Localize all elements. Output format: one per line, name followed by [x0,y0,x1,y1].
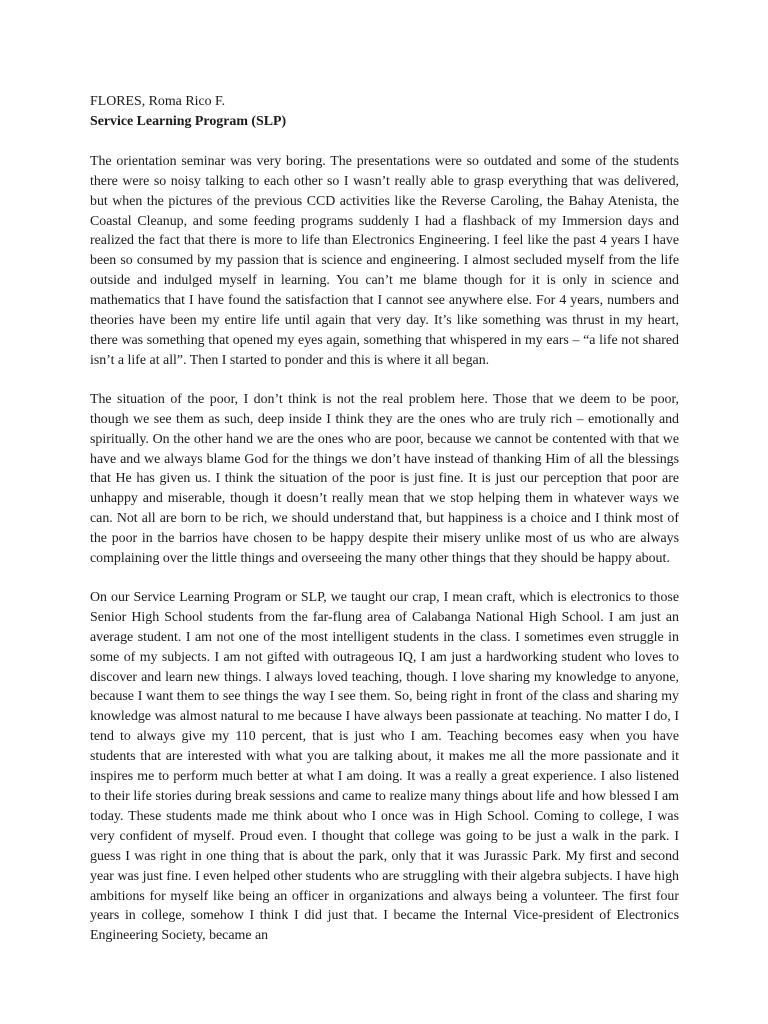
paragraph-situation-of-poor: The situation of the poor, I don’t think is not the real problem here. Those that we deem to be poor, though we see them as such, deep inside I think they are the ones who are truly rich – emotionally and spiritually. On the other hand we are the ones who are poor, because we cannot be contented with that we have and we always blame God for the things we don’t have instead of thanking Him of all the blessings that He has given us. I think the situation of the poor is just fine. It is just our perception that poor are unhappy and miserable, though it doesn’t really mean that we stop helping them in whatever ways we can. Not all are born to be rich, we should understand that, but happiness is a choice and I think most of the poor in the barrios have chosen to be happy despite their misery unlike most of us who are always complaining over the little things and overseeing the many other things that they should be happy about. [90,391,679,567]
paragraph-orientation: The orientation seminar was very boring. The presentations were so outdated and some of the students there were so noisy talking to each other so I wasn’t really able to grasp everything that was delivered, but when the pictures of the previous CCD activities like the Reverse Caroling, the Bahay Atenista, the Coastal Cleanup, and some feeding programs suddenly I had a flashback of my Immersion days and realized the fact that there is more to life than Electronics Engineering. I feel like the past 4 years I have been so consumed by my passion that is science and engineering. I almost secluded myself from the life outside and indulged myself in learning. You can’t me blame though for it is only in science and mathematics that I have found the satisfaction that I cannot see anywhere else. For 4 years, numbers and theories have been my entire life until again that very day. It’s like something was thrust in my heart, there was something that opened my eyes again, something that whispered in my ears – “a life not shared isn’t a life at all”. Then I started to ponder and this is where it all began. [90,153,679,368]
document-title: Service Learning Program (SLP) [90,113,287,129]
paragraph-slp-experience: On our Service Learning Program or SLP, we taught our crap, I mean craft, which is electronics to those Senior High School students from the far-flung area of Calabanga National High School. I am just an average student. I am not one of the most intelligent students in the class. I sometimes even struggle in some of my subjects. I am not gifted with outrageous IQ, I am just a hardworking student who loves to discover and learn new things. I always loved teaching, though. I love sharing my knowledge to anyone, because I want them to see things the way I see them. So, being right in front of the class and sharing my knowledge was almost natural to me because I have always been passionate at teaching. No matter I do, I tend to always give my 110 percent, that is just who I am. Teaching becomes easy when you have students that are interested with what you are talking about, it makes me all the more passionate and it inspires me to perform much better at what I am doing. It was a really a great experience. I also listened to their life stories during break sessions and came to realize many things about life and how blessed I am today. These students made me think about who I once was in High School. Coming to college, I was very confident of myself. Proud even. I thought that college was going to be just a walk in the park. I guess I was right in one thing that is about the park, only that it was Jurassic Park. My first and second year was just fine. I even helped other students who are struggling with their algebra subjects. I have high ambitions for myself like being an officer in organizations and always being a volunteer. The first four years in college, somehow I think I did just that. I became the Internal Vice-president of Electronics Engineering Society, became an [90,589,679,944]
document-page [90,92,679,965]
author-name: FLORES, Roma Rico F. [90,94,226,109]
